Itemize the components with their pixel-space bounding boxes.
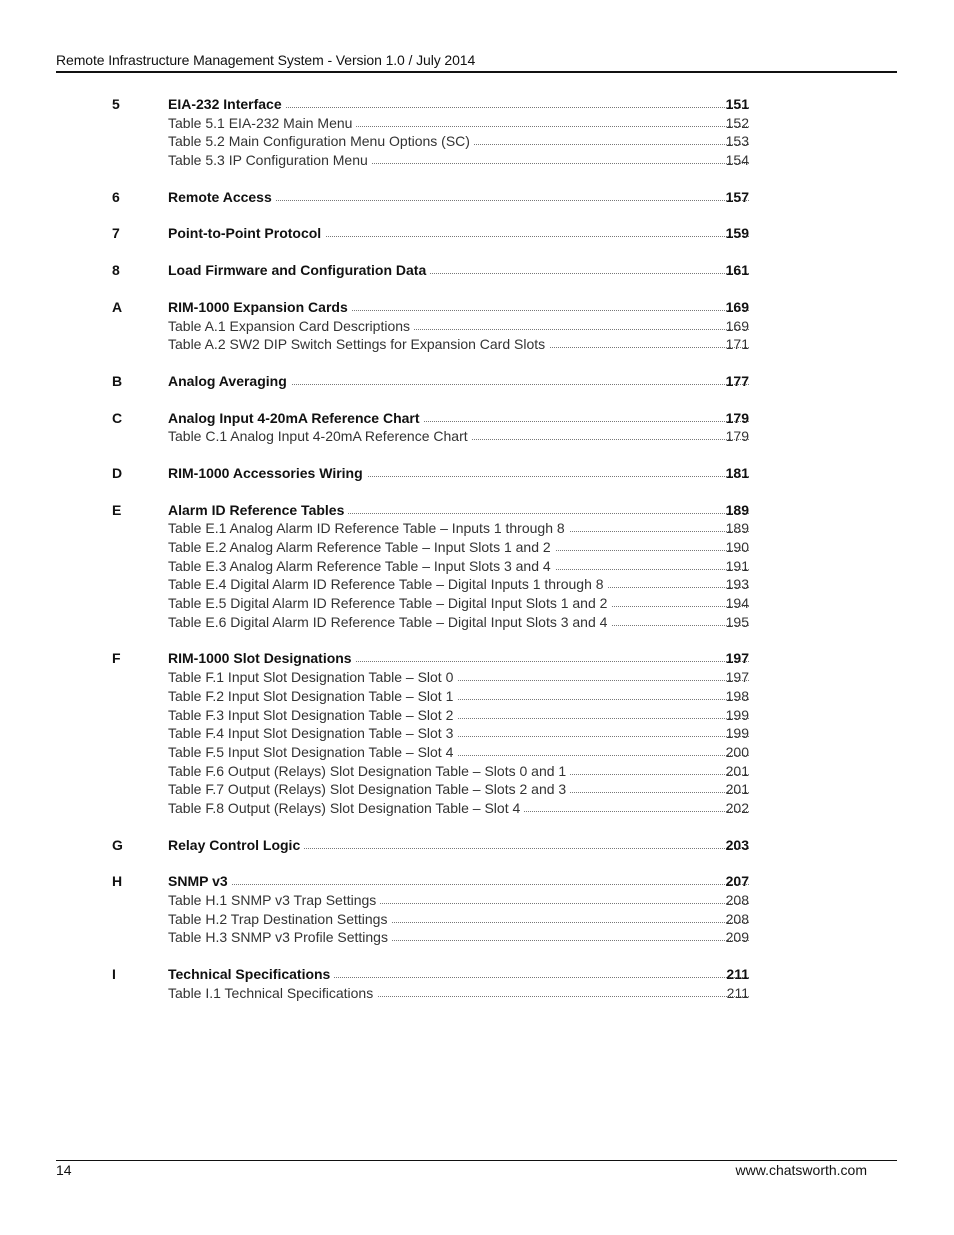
- toc-subentry[interactable]: [0, 335, 954, 354]
- dot-leader: [168, 884, 749, 885]
- toc-page-number: 159: [725, 225, 749, 242]
- toc-entry[interactable]: [0, 224, 954, 243]
- table-of-contents: [0, 95, 954, 1020]
- toc-page-number: 154: [725, 152, 749, 169]
- toc-entry-title: SNMP v3: [168, 872, 232, 890]
- toc-page-number: 153: [725, 133, 749, 150]
- toc-entry-title: Analog Input 4-20mA Reference Chart: [168, 409, 424, 427]
- toc-page-number: 190: [725, 539, 749, 555]
- toc-entry-number: B: [112, 372, 123, 389]
- toc-subentry[interactable]: [0, 668, 954, 687]
- toc-subentry-title: Table F.2 Input Slot Designation Table – Slot 1: [168, 687, 457, 705]
- toc-subentry[interactable]: [0, 538, 954, 557]
- toc-entry[interactable]: [0, 836, 954, 855]
- toc-subentry[interactable]: [0, 743, 954, 762]
- toc-page-number: 209: [725, 929, 749, 946]
- toc-subentry-title: Table F.5 Input Slot Designation Table – Slot 4: [168, 743, 457, 761]
- toc-entry[interactable]: [0, 872, 954, 891]
- toc-page-number: 197: [725, 669, 749, 686]
- toc-entry-number: 8: [112, 262, 120, 279]
- toc-subentry[interactable]: [0, 780, 954, 799]
- toc-page-number: 169: [725, 298, 749, 315]
- toc-page-number: 197: [725, 650, 749, 667]
- toc-subentry[interactable]: [0, 557, 954, 576]
- toc-entry-number: A: [112, 298, 123, 315]
- toc-page-number: 201: [725, 762, 749, 779]
- toc-page-number: 211: [726, 966, 749, 983]
- toc-page-number: 152: [725, 114, 749, 131]
- toc-entry-title: Technical Specifications: [168, 965, 334, 983]
- toc-page-number: 203: [725, 836, 749, 853]
- toc-subentry[interactable]: [0, 132, 954, 151]
- toc-entry-number: E: [112, 501, 122, 518]
- toc-subentry-title: Table H.3 SNMP v3 Profile Settings: [168, 928, 392, 946]
- toc-entry-number: G: [112, 836, 123, 853]
- toc-entry[interactable]: [0, 649, 954, 668]
- toc-subentry[interactable]: [0, 575, 954, 594]
- toc-entry[interactable]: [0, 501, 954, 520]
- toc-subentry-title: Table F.1 Input Slot Designation Table – Slot 0: [168, 668, 457, 686]
- page-number: 14: [56, 1162, 72, 1178]
- toc-section: [0, 872, 954, 947]
- toc-page-number: 199: [725, 706, 749, 723]
- toc-page-number: 199: [725, 725, 749, 742]
- toc-subentry-title: Table E.3 Analog Alarm Reference Table – Input Slots 3 and 4: [168, 557, 555, 575]
- toc-page-number: 191: [725, 557, 749, 574]
- toc-subentry-title: Table I.1 Technical Specifications: [168, 984, 377, 1002]
- toc-section: [0, 372, 954, 391]
- toc-section: [0, 224, 954, 243]
- toc-subentry[interactable]: [0, 910, 954, 929]
- toc-subentry-title: Table A.2 SW2 DIP Switch Settings for Expansion Card Slots: [168, 335, 549, 353]
- toc-entry-number: 5: [112, 96, 120, 112]
- toc-subentry-title: Table A.1 Expansion Card Descriptions: [168, 317, 414, 335]
- toc-entry-title: Relay Control Logic: [168, 836, 304, 854]
- footer-rule: [56, 1160, 897, 1161]
- toc-section: [0, 965, 954, 1002]
- toc-subentry-title: Table F.4 Input Slot Designation Table – Slot 3: [168, 724, 457, 742]
- toc-subentry[interactable]: [0, 762, 954, 781]
- toc-page-number: 208: [725, 892, 749, 908]
- toc-section: [0, 836, 954, 855]
- toc-subentry[interactable]: [0, 799, 954, 818]
- header-rule: [56, 71, 897, 73]
- toc-page-number: 177: [725, 372, 749, 389]
- toc-subentry-title: Table E.5 Digital Alarm ID Reference Table – Digital Input Slots 1 and 2: [168, 594, 611, 612]
- toc-entry-number: I: [112, 966, 116, 983]
- toc-subentry-title: Table E.4 Digital Alarm ID Reference Table – Digital Inputs 1 through 8: [168, 575, 608, 593]
- toc-entry-title: Remote Access: [168, 188, 276, 206]
- toc-page-number: 151: [725, 96, 749, 112]
- toc-section: [0, 649, 954, 817]
- toc-subentry[interactable]: [0, 891, 954, 910]
- toc-subentry-title: Table 5.1 EIA-232 Main Menu: [168, 114, 356, 132]
- toc-entry[interactable]: [0, 409, 954, 428]
- toc-subentry-title: Table 5.2 Main Configuration Menu Options (SC): [168, 132, 474, 150]
- toc-page-number: 171: [725, 336, 749, 353]
- toc-page-number: 208: [725, 910, 749, 927]
- toc-page-number: 179: [725, 409, 749, 426]
- toc-section: [0, 464, 954, 483]
- toc-section: [0, 261, 954, 280]
- toc-subentry-title: Table E.6 Digital Alarm ID Reference Table – Digital Input Slots 3 and 4: [168, 613, 611, 631]
- toc-subentry[interactable]: [0, 114, 954, 133]
- toc-subentry[interactable]: [0, 706, 954, 725]
- toc-subentry[interactable]: [0, 724, 954, 743]
- toc-entry-title: RIM-1000 Expansion Cards: [168, 298, 352, 316]
- toc-page-number: 179: [725, 428, 749, 445]
- toc-page-number: 181: [725, 464, 749, 481]
- toc-entry-title: Point-to-Point Protocol: [168, 224, 325, 242]
- toc-page-number: 201: [725, 781, 749, 798]
- toc-entry[interactable]: [0, 188, 954, 207]
- toc-section: [0, 409, 954, 446]
- toc-page-number: 195: [725, 613, 749, 630]
- toc-entry-number: 7: [112, 225, 120, 242]
- toc-subentry[interactable]: [0, 613, 954, 632]
- toc-entry-title: RIM-1000 Accessories Wiring: [168, 464, 367, 482]
- toc-entry-title: Alarm ID Reference Tables: [168, 501, 348, 519]
- toc-section: [0, 95, 954, 170]
- toc-subentry-title: Table F.8 Output (Relays) Slot Designation Table – Slot 4: [168, 799, 524, 817]
- toc-entry-title: EIA-232 Interface: [168, 95, 286, 113]
- footer-url: www.chatsworth.com: [735, 1162, 867, 1178]
- toc-page-number: 198: [725, 687, 749, 704]
- toc-entry-number: 6: [112, 188, 120, 205]
- toc-subentry-title: Table E.1 Analog Alarm ID Reference Table – Inputs 1 through 8: [168, 519, 569, 537]
- toc-entry[interactable]: [0, 372, 954, 391]
- toc-page-number: 169: [725, 317, 749, 334]
- toc-page-number: 211: [726, 984, 749, 1001]
- toc-entry-title: RIM-1000 Slot Designations: [168, 649, 356, 667]
- toc-subentry-title: Table F.6 Output (Relays) Slot Designation Table – Slots 0 and 1: [168, 762, 570, 780]
- toc-subentry[interactable]: [0, 427, 954, 446]
- toc-entry[interactable]: [0, 261, 954, 280]
- toc-subentry[interactable]: [0, 687, 954, 706]
- toc-entry-number: F: [112, 650, 121, 667]
- toc-section: [0, 501, 954, 632]
- toc-subentry-title: Table F.7 Output (Relays) Slot Designation Table – Slots 2 and 3: [168, 780, 570, 798]
- toc-subentry[interactable]: [0, 594, 954, 613]
- toc-subentry[interactable]: [0, 519, 954, 538]
- running-header: Remote Infrastructure Management System - Version 1.0 / July 2014: [56, 52, 476, 68]
- toc-subentry-title: Table E.2 Analog Alarm Reference Table – Input Slots 1 and 2: [168, 538, 555, 556]
- toc-entry-number: H: [112, 873, 123, 890]
- toc-subentry-title: Table F.3 Input Slot Designation Table – Slot 2: [168, 706, 457, 724]
- toc-entry-number: D: [112, 464, 123, 481]
- toc-page-number: 157: [725, 188, 749, 205]
- toc-entry-number: C: [112, 409, 123, 426]
- toc-subentry-title: Table C.1 Analog Input 4-20mA Reference Chart: [168, 427, 472, 445]
- toc-subentry[interactable]: [0, 984, 954, 1003]
- toc-entry-title: Analog Averaging: [168, 372, 291, 390]
- toc-subentry-title: Table 5.3 IP Configuration Menu: [168, 151, 372, 169]
- toc-subentry-title: Table H.1 SNMP v3 Trap Settings: [168, 891, 380, 909]
- toc-page-number: 202: [725, 799, 749, 816]
- toc-subentry[interactable]: [0, 928, 954, 947]
- toc-page-number: 189: [725, 520, 749, 537]
- toc-page-number: 189: [725, 501, 749, 518]
- toc-page-number: 207: [725, 873, 749, 890]
- toc-entry-title: Load Firmware and Configuration Data: [168, 261, 430, 279]
- toc-page-number: 194: [725, 595, 749, 612]
- toc-section: [0, 298, 954, 354]
- toc-page-number: 193: [725, 576, 749, 593]
- toc-entry[interactable]: [0, 464, 954, 483]
- toc-subentry[interactable]: [0, 317, 954, 336]
- toc-page-number: 161: [725, 262, 749, 279]
- toc-entry[interactable]: [0, 965, 954, 984]
- toc-entry[interactable]: [0, 298, 954, 317]
- toc-subentry[interactable]: [0, 151, 954, 170]
- toc-page-number: 200: [725, 743, 749, 760]
- toc-subentry-title: Table H.2 Trap Destination Settings: [168, 910, 391, 928]
- toc-section: [0, 188, 954, 207]
- toc-entry[interactable]: [0, 95, 954, 114]
